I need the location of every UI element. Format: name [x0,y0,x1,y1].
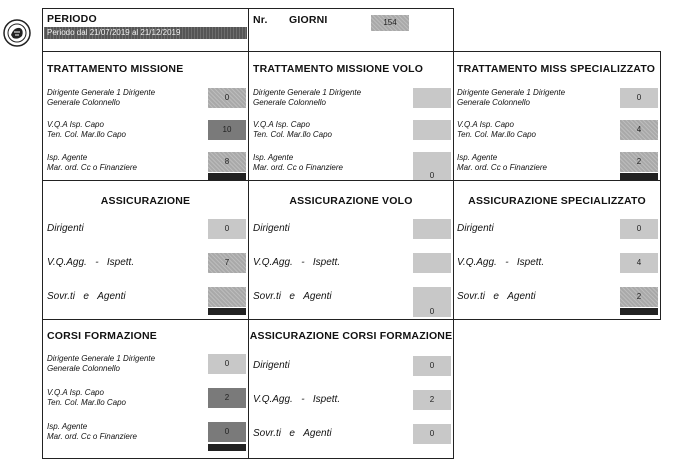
tratt-volo-value-3: 0 [413,152,451,180]
ass-spec-box [453,180,661,320]
isp-label: Isp. Agente Mar. ord. Cc o Finanziere [457,153,547,172]
ass-value-3 [208,287,246,307]
dirigenti-label: Dirigenti [253,223,290,234]
ass-volo-value-2 [413,253,451,273]
sovrti-label: Sovr.ti e Agenti [457,291,536,302]
row-end-bar [208,308,246,315]
row-end-bar [620,173,658,180]
dirigenti-label: Dirigenti [457,223,494,234]
row-end-bar [208,444,246,451]
nr-label: Nr. [253,14,268,26]
ass-volo-value-1 [413,219,451,239]
vqagg-label: V.Q.Agg. - Ispett. [47,257,135,268]
isp-label: Isp. Agente Mar. ord. Cc o Finanziere [47,153,137,172]
emblem-logo [2,18,32,48]
tratt-volo-value-1 [413,88,451,108]
vqagg-label: V.Q.Agg. - Ispett. [457,257,545,268]
ass-corsi-title: ASSICURAZIONE CORSI FORMAZIONE [249,330,453,342]
isp-label: Isp. Agente Mar. ord. Cc o Finanziere [47,422,137,441]
dirigenti-label: Dirigente Generale 1 Dirigente Generale Colonnello [47,88,156,107]
tratt-spec-value-1: 0 [620,88,658,108]
ass-spec-title: ASSICURAZIONE SPECIALIZZATO [468,195,646,207]
ass-corsi-value-1: 0 [413,356,451,376]
giorni-box [248,8,454,52]
tratt-missione-box [42,51,249,181]
tratt-missione-value-3: 8 [208,152,246,172]
tratt-spec-box [453,51,661,181]
ass-value-1: 0 [208,219,246,239]
ass-title: ASSICURAZIONE [100,195,191,207]
corsi-value-1: 0 [208,354,246,374]
ass-corsi-value-2: 2 [413,390,451,410]
ass-corsi-box [248,319,454,459]
row-end-bar [208,173,246,180]
dirigenti-label: Dirigente Generale 1 Dirigente Generale Colonnello [457,88,566,107]
vqa-label: V.Q.A Isp. Capo Ten. Col. Mar.llo Capo [47,388,126,407]
vqagg-label: V.Q.Agg. - Ispett. [253,257,341,268]
tratt-missione-value-2: 10 [208,120,246,140]
tratt-spec-value-3: 2 [620,152,658,172]
vqa-label: V.Q.A Isp. Capo Ten. Col. Mar.llo Capo [253,120,332,139]
ass-volo-title: ASSICURAZIONE VOLO [289,195,413,207]
ass-spec-value-2: 4 [620,253,658,273]
sovrti-label: Sovr.ti e Agenti [253,291,332,302]
vqa-label: V.Q.A Isp. Capo Ten. Col. Mar.llo Capo [47,120,126,139]
ass-volo-value-3: 0 [413,287,451,317]
dirigenti-label: Dirigenti [47,223,84,234]
corsi-box [42,319,249,459]
periodo-value: Periodo dal 21/07/2019 al 21/12/2019 [44,27,247,39]
ass-box [42,180,249,320]
dirigenti-label: Dirigente Generale 1 Dirigente Generale Colonnello [47,354,156,373]
tratt-missione-value-1: 0 [208,88,246,108]
vqa-label: V.Q.A Isp. Capo Ten. Col. Mar.llo Capo [457,120,536,139]
tratt-spec-title: TRATTAMENTO MISS SPECIALIZZATO [457,63,656,75]
giorni-value: 154 [371,15,409,31]
corsi-title: CORSI FORMAZIONE [47,330,157,342]
dirigenti-label: Dirigenti [253,360,290,371]
sovrti-label: Sovr.ti e Agenti [253,428,332,439]
tratt-missione-title: TRATTAMENTO MISSIONE [47,63,184,75]
ass-corsi-value-3: 0 [413,424,451,444]
tratt-volo-value-2 [413,120,451,140]
tratt-volo-box [248,51,454,181]
periodo-box [42,8,249,52]
ass-spec-value-1: 0 [620,219,658,239]
ass-value-2: 7 [208,253,246,273]
corsi-value-3: 0 [208,422,246,442]
isp-label: Isp. Agente Mar. ord. Cc o Finanziere [253,153,343,172]
sovrti-label: Sovr.ti e Agenti [47,291,126,302]
ass-spec-value-3: 2 [620,287,658,307]
row-end-bar [620,308,658,315]
giorni-label: GIORNI [289,14,328,26]
ass-volo-box [248,180,454,320]
tratt-volo-title: TRATTAMENTO MISSIONE VOLO [253,63,424,75]
corsi-value-2: 2 [208,388,246,408]
vqagg-label: V.Q.Agg. - Ispett. [253,394,341,405]
dirigenti-label: Dirigente Generale 1 Dirigente Generale Colonnello [253,88,362,107]
tratt-spec-value-2: 4 [620,120,658,140]
periodo-label: PERIODO [47,13,97,25]
